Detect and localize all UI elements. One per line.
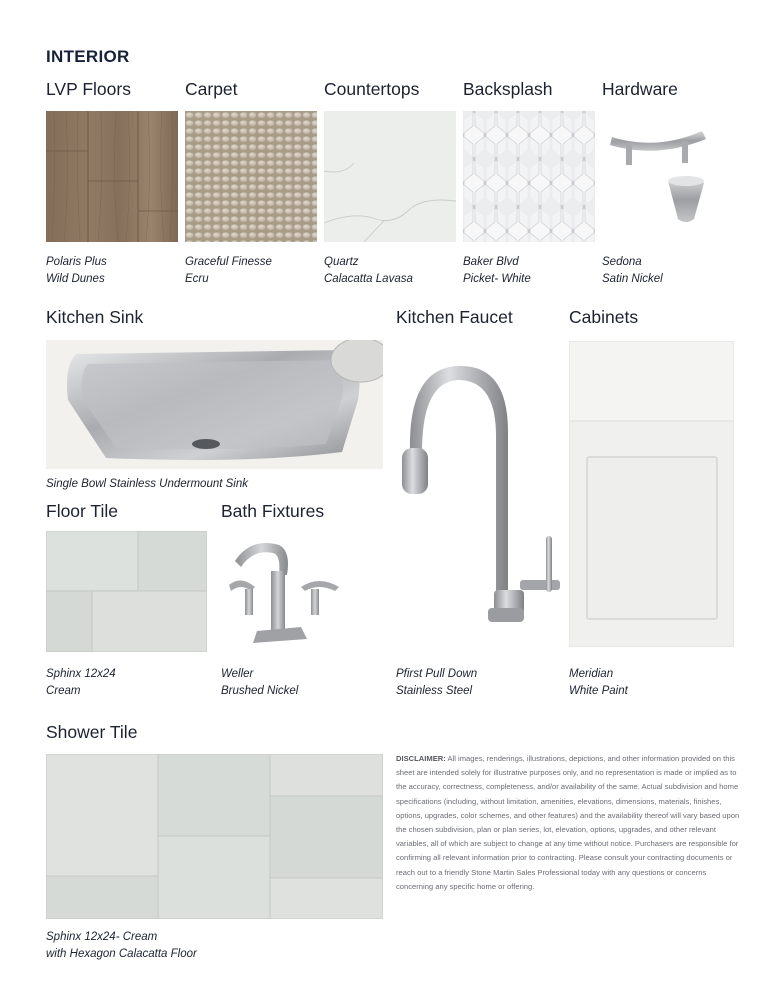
section-title: INTERIOR [46,47,130,66]
shower-tile-heading: Shower Tile [46,722,138,742]
shower-tile-swatch [46,754,383,919]
faucet-finish: Stainless Steel [396,685,473,697]
kitchen-faucet-heading: Kitchen Faucet [396,307,513,327]
bath-fixture-finish: Brushed Nickel [221,685,299,697]
kitchen-sink-image [46,340,383,469]
shower-tile-name: Sphinx 12x24- Cream [46,931,158,943]
countertop-color: Calacatta Lavasa [324,273,413,285]
backsplash-color: Picket- White [463,273,531,285]
countertops-heading: Countertops [324,79,420,99]
cabinet-color: White Paint [569,685,628,697]
backsplash-swatch [463,111,595,242]
hardware-heading: Hardware [602,79,678,99]
lvp-name: Polaris Plus [46,256,107,268]
floor-tile-color: Cream [46,685,81,697]
floor-tile-swatch [46,531,207,652]
disclaimer [396,752,741,894]
lvp-floor-swatch [46,111,178,242]
carpet-heading: Carpet [185,79,238,99]
kitchen-sink-heading: Kitchen Sink [46,307,144,327]
hardware-swatch [602,111,734,242]
hardware-name: Sedona [602,256,642,268]
faucet-name: Pfirst Pull Down [396,668,478,680]
carpet-swatch [185,111,317,242]
countertop-name: Quartz [324,256,359,268]
carpet-name: Graceful Finesse [185,256,272,268]
disclaimer-text: All images, renderings, illustrations, depictions, and other information provided on this sheet are intended solely for illustrative purposes only, and no representation is made or implied as to the accuracy, correctness, completeness, and/or availability of the same. Actual subdivision and home specifications (including, without limitation, amenities, elevations, dimensions, materials, finishes, options, upgrades, color schemes, and other features) and the availability thereof will vary based upon the chosen subdivision, plan or plan series, lot, elevation, options, upgrades, and other relevant variables, all of which are subject to change at any time without notice. Purchasers are responsible for confirming all relevant information prior to contracting. Please consult your contracting documents or reach out to a friendly Stone Martin Sales Professional today with any questions or concerns concerning any specific home or offering. [396,754,740,891]
floor-tile-heading: Floor Tile [46,501,118,521]
lvp-floors-heading: LVP Floors [46,79,131,99]
bath-fixture-name: Weller [221,668,254,680]
floor-tile-name: Sphinx 12x24 [46,668,116,680]
disclaimer-label: DISCLAIMER: [396,754,446,763]
hardware-color: Satin Nickel [602,273,663,285]
shower-tile-floor: with Hexagon Calacatta Floor [46,948,197,960]
kitchen-sink-description: Single Bowl Stainless Undermount Sink [46,478,248,490]
cabinet-door-swatch [569,341,734,647]
cabinet-name: Meridian [569,668,614,680]
bath-fixtures-heading: Bath Fixtures [221,501,325,521]
countertop-swatch [324,111,456,242]
backsplash-name: Baker Blvd [463,256,519,268]
backsplash-heading: Backsplash [463,79,553,99]
cabinets-heading: Cabinets [569,307,639,327]
carpet-color: Ecru [185,273,209,285]
lvp-color: Wild Dunes [46,273,105,285]
kitchen-faucet-image [396,340,561,652]
bath-fixture-image [221,531,386,652]
